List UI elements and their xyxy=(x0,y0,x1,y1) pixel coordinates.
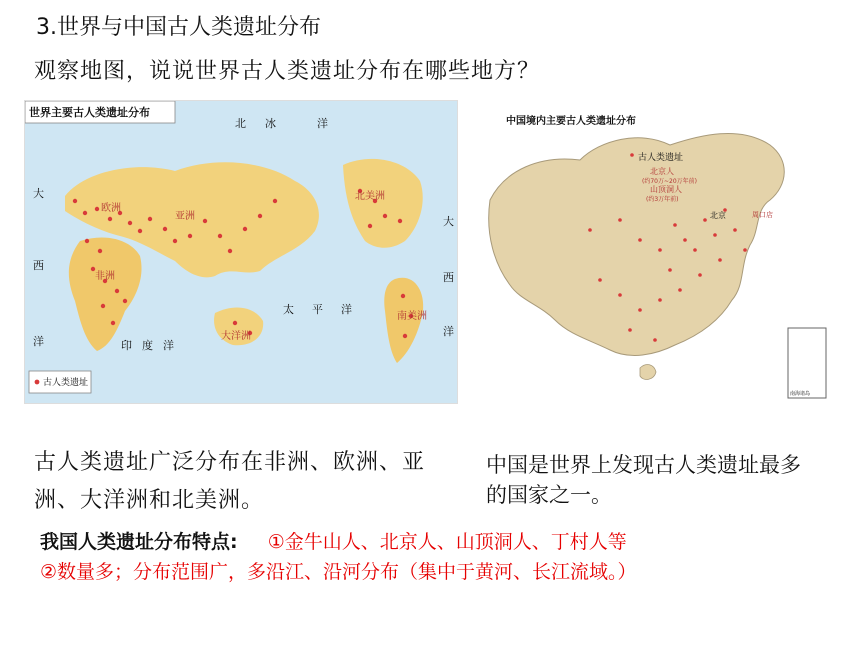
world-site-dot xyxy=(203,219,207,223)
label-atlantic-left-2: 西 xyxy=(33,259,44,272)
world-site-dot xyxy=(228,249,232,253)
features-point-1: ①金牛山人、北京人、山顶洞人、丁村人等 xyxy=(267,531,627,553)
legend-site-dot xyxy=(35,380,40,385)
caption-world: 古人类遗址广泛分布在非洲、欧洲、亚洲、大洋洲和北美洲。 xyxy=(34,450,426,513)
china-site-dot xyxy=(588,228,592,232)
world-site-dot xyxy=(138,229,142,233)
world-site-dot xyxy=(398,219,402,223)
china-site-dot xyxy=(698,273,702,277)
china-site-dot xyxy=(733,228,737,232)
china-site-dot xyxy=(653,338,657,342)
world-site-dot xyxy=(115,289,119,293)
china-site-dot xyxy=(628,328,632,332)
china-legend-dot xyxy=(630,153,634,157)
world-site-dot xyxy=(111,321,115,325)
world-site-dot xyxy=(243,227,247,231)
china-site-dot xyxy=(718,258,722,262)
label-north-ocean-3: 洋 xyxy=(317,117,328,130)
annot-shanding: 山顶洞人 xyxy=(650,185,682,194)
world-site-dot xyxy=(98,249,102,253)
annot-south-sea: 南海诸岛 xyxy=(790,391,811,397)
world-site-dot xyxy=(383,214,387,218)
china-site-dot xyxy=(658,248,662,252)
china-site-dot xyxy=(598,278,602,282)
features-point-2: ②数量多；分布范围广，多沿江、沿河分布（集中于黄河、长江流域。） xyxy=(40,561,637,583)
china-site-dot xyxy=(658,298,662,302)
label-atlantic-left-1: 大 xyxy=(33,187,44,200)
label-oceania: 大洋洲 xyxy=(221,331,251,342)
china-site-dot xyxy=(618,293,622,297)
south-sea-inset xyxy=(788,328,826,398)
china-site-dot xyxy=(693,248,697,252)
label-atlantic-right-3: 洋 xyxy=(443,325,454,338)
label-atlantic-right-1: 大 xyxy=(443,215,454,228)
china-site-dot xyxy=(673,223,677,227)
label-africa: 非洲 xyxy=(95,271,115,282)
china-site-dot xyxy=(703,218,707,222)
world-map-legend: 古人类遗址 xyxy=(43,378,89,388)
china-site-dot xyxy=(668,268,672,272)
world-site-dot xyxy=(83,211,87,215)
label-north-america: 北美洲 xyxy=(355,191,385,202)
china-map xyxy=(470,100,830,406)
annot-beijing-city: 北京 xyxy=(710,211,726,220)
world-site-dot xyxy=(123,299,127,303)
caption-china: 中国是世界上发现古人类遗址最多的国家之一。 xyxy=(486,453,801,507)
china-site-dot xyxy=(638,238,642,242)
world-site-dot xyxy=(73,199,77,203)
china-site-dot xyxy=(638,308,642,312)
label-europe: 欧洲 xyxy=(101,203,121,214)
china-site-dot xyxy=(713,233,717,237)
world-site-dot xyxy=(233,321,237,325)
label-indian-ocean: 印度洋 xyxy=(121,339,184,352)
world-site-dot xyxy=(258,214,262,218)
question-text: 观察地图，说说世界古人类遗址分布在哪些地方？ xyxy=(34,59,541,84)
world-site-dot xyxy=(108,217,112,221)
world-map xyxy=(24,100,458,404)
china-site-dot xyxy=(678,288,682,292)
label-north-ocean-2: 冰 xyxy=(265,117,276,130)
annot-beijing-ren: 北京人 xyxy=(650,167,674,176)
section-title: 3.世界与中国古人类遗址分布 xyxy=(36,15,321,40)
features-label: 我国人类遗址分布特点: xyxy=(40,531,238,553)
china-map-legend: 古人类遗址 xyxy=(638,153,684,163)
china-site-dot xyxy=(683,238,687,242)
label-pacific: 太平洋 xyxy=(283,303,370,316)
label-atlantic-left-3: 洋 xyxy=(33,335,44,348)
world-site-dot xyxy=(95,207,99,211)
world-site-dot xyxy=(403,334,407,338)
world-site-dot xyxy=(173,239,177,243)
world-site-dot xyxy=(85,239,89,243)
world-map-title: 世界主要古人类遗址分布 xyxy=(29,106,150,119)
world-site-dot xyxy=(188,234,192,238)
world-site-dot xyxy=(273,199,277,203)
world-site-dot xyxy=(101,304,105,308)
world-site-dot xyxy=(218,234,222,238)
world-site-dot xyxy=(148,217,152,221)
annot-beijing-age: (约70万~20万年前) xyxy=(642,178,697,185)
features-block xyxy=(40,527,840,587)
world-site-dot xyxy=(128,221,132,225)
china-site-dot xyxy=(743,248,747,252)
annot-zhoukoudian: 周口店 xyxy=(752,211,773,219)
label-asia: 亚洲 xyxy=(175,211,195,222)
label-north-ocean-1: 北 xyxy=(235,117,246,130)
world-site-dot xyxy=(368,224,372,228)
china-map-title: 中国境内主要古人类遗址分布 xyxy=(506,116,636,127)
label-south-america: 南美洲 xyxy=(397,311,427,322)
label-atlantic-right-2: 西 xyxy=(443,271,454,284)
world-site-dot xyxy=(163,227,167,231)
china-site-dot xyxy=(618,218,622,222)
annot-shanding-age: (约3万年前) xyxy=(646,196,679,203)
world-site-dot xyxy=(401,294,405,298)
